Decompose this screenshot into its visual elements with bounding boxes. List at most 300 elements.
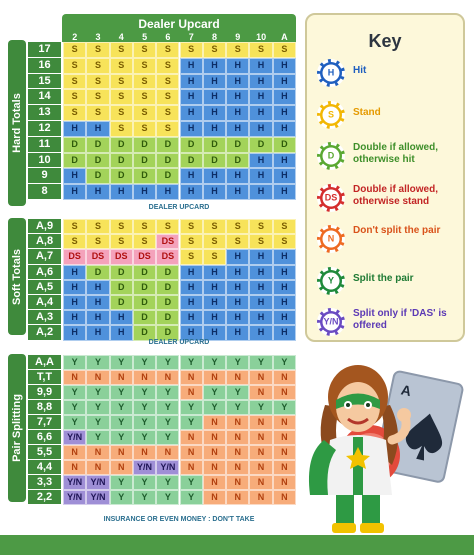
strategy-cell: D xyxy=(156,265,179,280)
strategy-cell: D xyxy=(156,325,179,340)
key-chip-symbol: Y/N xyxy=(323,314,340,331)
strategy-cell: Y/N xyxy=(86,475,109,490)
strategy-cell: H xyxy=(63,310,86,325)
strategy-cell: D xyxy=(110,265,133,280)
strategy-cell: Y/N xyxy=(63,490,86,505)
row-label: 9 xyxy=(28,168,61,183)
strategy-cell: H xyxy=(63,295,86,310)
strategy-cell: N xyxy=(203,370,226,385)
upcard-3: 3 xyxy=(95,32,101,42)
strategy-cell: S xyxy=(86,74,109,90)
strategy-cell: S xyxy=(133,89,156,105)
strategy-cell: Y xyxy=(133,475,156,490)
strategy-cell: D xyxy=(226,153,249,169)
strategy-cell: Y xyxy=(226,355,249,370)
strategy-cell: H xyxy=(110,325,133,340)
upcard-7: 7 xyxy=(188,32,194,42)
strategy-cell: Y/N xyxy=(63,430,86,445)
strategy-cell: S xyxy=(110,105,133,121)
strategy-cell: N xyxy=(180,460,203,475)
strategy-cell: H xyxy=(226,295,249,310)
strategy-cell: D xyxy=(156,137,179,153)
strategy-cell: H xyxy=(63,168,86,184)
strategy-cell: H xyxy=(273,280,296,295)
strategy-cell: N xyxy=(203,415,226,430)
strategy-cell: D xyxy=(110,295,133,310)
strategy-cell: S xyxy=(249,42,272,58)
strategy-cell: S xyxy=(86,219,109,234)
strategy-cell: S xyxy=(110,89,133,105)
strategy-cell: H xyxy=(226,105,249,121)
strategy-cell: D xyxy=(110,137,133,153)
strategy-cell: N xyxy=(249,385,272,400)
strategy-cell: Y/N xyxy=(156,460,179,475)
strategy-cell: S xyxy=(86,89,109,105)
key-label: Stand xyxy=(353,106,381,118)
strategy-cell: N xyxy=(273,430,296,445)
strategy-cell: N xyxy=(63,445,86,460)
strategy-cell: S xyxy=(156,121,179,137)
upcard-5: 5 xyxy=(142,32,148,42)
strategy-cell: S xyxy=(133,42,156,58)
upcard-6: 6 xyxy=(165,32,171,42)
strategy-cell: H xyxy=(203,325,226,340)
key-chip-symbol: H xyxy=(323,65,340,82)
strategy-cell: S xyxy=(86,105,109,121)
strategy-cell: S xyxy=(63,74,86,90)
strategy-cell: D xyxy=(86,265,109,280)
strategy-cell: N xyxy=(249,430,272,445)
strategy-cell: D xyxy=(156,153,179,169)
strategy-cell: H xyxy=(86,121,109,137)
strategy-cell: DS xyxy=(110,249,133,264)
strategy-cell: N xyxy=(86,370,109,385)
strategy-cell: DS xyxy=(86,249,109,264)
strategy-cell: Y xyxy=(156,430,179,445)
strategy-cell: H xyxy=(273,89,296,105)
strategy-cell: N xyxy=(273,475,296,490)
dealer-upcard-header xyxy=(62,14,296,42)
strategy-cell: S xyxy=(273,42,296,58)
strategy-cell: H xyxy=(180,295,203,310)
strategy-cell: N xyxy=(156,370,179,385)
strategy-cell: H xyxy=(180,310,203,325)
strategy-cell: Y xyxy=(86,415,109,430)
strategy-cell: N xyxy=(180,445,203,460)
strategy-cell: H xyxy=(226,265,249,280)
strategy-cell: Y xyxy=(86,400,109,415)
key-label: Don't split the pair xyxy=(353,225,441,236)
strategy-cell: H xyxy=(180,74,203,90)
row-label: 16 xyxy=(28,58,61,73)
row-label: 9,9 xyxy=(28,385,61,399)
strategy-cell: Y xyxy=(133,400,156,415)
strategy-cell: N xyxy=(249,490,272,505)
strategy-cell: S xyxy=(110,219,133,234)
key-chip-symbol: D xyxy=(323,148,340,165)
strategy-cell: H xyxy=(203,265,226,280)
strategy-cell: H xyxy=(203,105,226,121)
insurance-note: INSURANCE OR EVEN MONEY : DON'T TAKE xyxy=(103,516,255,523)
strategy-cell: Y xyxy=(156,415,179,430)
hard-dealer-caption: DEALER UPCARD xyxy=(148,204,210,211)
strategy-cell: S xyxy=(110,58,133,74)
strategy-cell: DS xyxy=(156,234,179,249)
strategy-cell: D xyxy=(180,137,203,153)
strategy-cell: H xyxy=(226,89,249,105)
strategy-cell: S xyxy=(110,42,133,58)
strategy-cell: D xyxy=(156,168,179,184)
strategy-cell: H xyxy=(203,168,226,184)
strategy-cell: D xyxy=(249,137,272,153)
strategy-cell: Y xyxy=(133,490,156,505)
strategy-cell: H xyxy=(249,58,272,74)
strategy-cell: H xyxy=(226,58,249,74)
strategy-cell: S xyxy=(63,105,86,121)
strategy-cell: Y xyxy=(110,475,133,490)
strategy-cell: Y xyxy=(273,355,296,370)
row-label: A,9 xyxy=(28,219,61,233)
key-chip-yn-icon xyxy=(317,308,345,336)
row-label: 6,6 xyxy=(28,430,61,444)
strategy-cell: Y xyxy=(180,490,203,505)
strategy-cell: Y xyxy=(180,475,203,490)
row-label: A,A xyxy=(28,355,61,369)
strategy-cell: H xyxy=(180,168,203,184)
strategy-cell: N xyxy=(226,430,249,445)
row-label: 5,5 xyxy=(28,445,61,459)
strategy-cell: Y xyxy=(110,400,133,415)
strategy-cell: S xyxy=(156,58,179,74)
upcard-4: 4 xyxy=(118,32,124,42)
strategy-cell: H xyxy=(273,153,296,169)
strategy-cell: Y xyxy=(86,355,109,370)
row-label: 15 xyxy=(28,74,61,89)
strategy-cell: N xyxy=(86,460,109,475)
strategy-cell: S xyxy=(110,234,133,249)
strategy-cell: S xyxy=(156,42,179,58)
strategy-cell: N xyxy=(226,475,249,490)
row-label: A,8 xyxy=(28,234,61,248)
strategy-cell: S xyxy=(180,42,203,58)
strategy-cell: DS xyxy=(156,249,179,264)
key-label: Double if allowed, otherwise hit xyxy=(353,142,439,165)
strategy-cell: D xyxy=(203,153,226,169)
strategy-cell: S xyxy=(203,219,226,234)
strategy-cell: H xyxy=(156,184,179,200)
strategy-cell: S xyxy=(133,121,156,137)
row-label: A,2 xyxy=(28,325,61,339)
strategy-cell: Y xyxy=(156,355,179,370)
strategy-cell: N xyxy=(133,370,156,385)
key-chip-ds-icon xyxy=(317,184,345,212)
strategy-cell: N xyxy=(249,475,272,490)
strategy-cell: H xyxy=(86,295,109,310)
strategy-cell: N xyxy=(203,475,226,490)
strategy-cell: N xyxy=(273,460,296,475)
strategy-cell: D xyxy=(203,137,226,153)
strategy-cell: H xyxy=(226,280,249,295)
strategy-cell: D xyxy=(226,137,249,153)
strategy-cell: Y xyxy=(63,400,86,415)
key-chip-symbol: S xyxy=(323,106,340,123)
strategy-cell: Y xyxy=(63,385,86,400)
strategy-cell: H xyxy=(63,265,86,280)
strategy-cell: N xyxy=(273,415,296,430)
strategy-cell: S xyxy=(63,58,86,74)
strategy-cell: H xyxy=(180,184,203,200)
strategy-cell: Y xyxy=(133,430,156,445)
strategy-cell: D xyxy=(156,295,179,310)
strategy-cell: Y xyxy=(110,355,133,370)
row-label: 12 xyxy=(28,121,61,136)
strategy-cell: Y xyxy=(226,400,249,415)
strategy-cell: H xyxy=(273,74,296,90)
strategy-cell: N xyxy=(110,460,133,475)
strategy-cell: H xyxy=(203,184,226,200)
strategy-cell: H xyxy=(86,280,109,295)
strategy-cell: D xyxy=(273,137,296,153)
strategy-cell: H xyxy=(63,184,86,200)
strategy-cell: H xyxy=(180,265,203,280)
strategy-cell: H xyxy=(249,168,272,184)
row-label: A,5 xyxy=(28,280,61,294)
strategy-cell: S xyxy=(203,42,226,58)
strategy-cell: S xyxy=(63,234,86,249)
strategy-cell: N xyxy=(203,460,226,475)
strategy-cell: N xyxy=(249,370,272,385)
key-chip-y-icon xyxy=(317,267,345,295)
strategy-cell: H xyxy=(203,74,226,90)
strategy-cell: H xyxy=(249,105,272,121)
strategy-cell: D xyxy=(133,310,156,325)
strategy-cell: Y xyxy=(203,385,226,400)
strategy-cell: N xyxy=(226,370,249,385)
strategy-cell: H xyxy=(249,121,272,137)
strategy-cell: H xyxy=(273,295,296,310)
strategy-cell: S xyxy=(86,58,109,74)
upcard-9: 9 xyxy=(235,32,241,42)
strategy-cell: H xyxy=(86,184,109,200)
strategy-cell: H xyxy=(249,295,272,310)
strategy-cell: H xyxy=(180,89,203,105)
strategy-cell: N xyxy=(180,385,203,400)
strategy-cell: S xyxy=(156,89,179,105)
strategy-cell: D xyxy=(110,280,133,295)
strategy-cell: H xyxy=(180,325,203,340)
strategy-cell: Y xyxy=(203,400,226,415)
strategy-cell: H xyxy=(203,280,226,295)
strategy-cell: D xyxy=(86,153,109,169)
key-label: Split the pair xyxy=(353,272,414,284)
strategy-cell: N xyxy=(63,370,86,385)
strategy-cell: D xyxy=(63,137,86,153)
strategy-cell: H xyxy=(226,168,249,184)
row-label: 14 xyxy=(28,89,61,104)
strategy-cell: H xyxy=(249,74,272,90)
strategy-cell: S xyxy=(133,105,156,121)
strategy-cell: N xyxy=(110,445,133,460)
strategy-cell: H xyxy=(273,105,296,121)
strategy-cell: S xyxy=(133,58,156,74)
strategy-cell: Y xyxy=(156,475,179,490)
soft-dealer-caption: DEALER UPCARD xyxy=(148,339,210,346)
strategy-cell: H xyxy=(273,265,296,280)
strategy-cell: Y xyxy=(273,400,296,415)
strategy-cell: N xyxy=(249,445,272,460)
strategy-cell: H xyxy=(249,310,272,325)
row-label: 10 xyxy=(28,153,61,168)
strategy-cell: D xyxy=(63,153,86,169)
key-chip-s-icon xyxy=(317,101,345,129)
row-label: 8 xyxy=(28,184,61,199)
upcard-A: A xyxy=(281,32,288,42)
strategy-cell: N xyxy=(180,370,203,385)
strategy-cell: N xyxy=(226,490,249,505)
strategy-cell: S xyxy=(249,219,272,234)
strategy-cell: D xyxy=(133,137,156,153)
strategy-cell: H xyxy=(63,280,86,295)
strategy-cell: H xyxy=(273,249,296,264)
strategy-cell: N xyxy=(203,490,226,505)
dealer-upcard-title: Dealer Upcard xyxy=(138,17,220,31)
strategy-cell: D xyxy=(156,310,179,325)
key-chip-symbol: Y xyxy=(323,272,340,289)
strategy-cell: H xyxy=(249,265,272,280)
key-chip-h-icon xyxy=(317,59,345,87)
strategy-cell: D xyxy=(133,153,156,169)
strategy-cell: S xyxy=(156,219,179,234)
card-rank: A xyxy=(399,381,413,400)
strategy-cell: S xyxy=(226,234,249,249)
strategy-cell: D xyxy=(133,265,156,280)
pair-splitting-section-label: Pair Splitting xyxy=(8,354,26,502)
strategy-cell: S xyxy=(156,74,179,90)
strategy-cell: H xyxy=(249,325,272,340)
strategy-cell: H xyxy=(180,105,203,121)
strategy-cell: Y xyxy=(226,385,249,400)
key-chip-symbol: DS xyxy=(323,189,340,206)
strategy-cell: D xyxy=(133,325,156,340)
strategy-cell: H xyxy=(203,310,226,325)
upcard-10: 10 xyxy=(256,32,267,42)
strategy-cell: H xyxy=(180,280,203,295)
strategy-cell: Y xyxy=(133,385,156,400)
row-label: 11 xyxy=(28,137,61,152)
key-chip-d-icon xyxy=(317,142,345,170)
strategy-cell: H xyxy=(226,184,249,200)
strategy-cell: S xyxy=(273,234,296,249)
hard-totals-section-label: Hard Totals xyxy=(8,40,26,206)
row-label: 13 xyxy=(28,105,61,120)
strategy-cell: H xyxy=(180,121,203,137)
strategy-cell: H xyxy=(180,58,203,74)
strategy-cell: H xyxy=(226,310,249,325)
strategy-cell: Y xyxy=(63,415,86,430)
strategy-cell: H xyxy=(110,310,133,325)
strategy-cell: S xyxy=(249,234,272,249)
mascot-illustration xyxy=(300,345,470,535)
strategy-cell: Y xyxy=(180,400,203,415)
strategy-cell: H xyxy=(249,249,272,264)
strategy-cell: H xyxy=(273,121,296,137)
strategy-cell: D xyxy=(133,280,156,295)
strategy-cell: H xyxy=(273,168,296,184)
strategy-cell: S xyxy=(180,219,203,234)
row-label: A,7 xyxy=(28,249,61,263)
strategy-cell: Y xyxy=(110,430,133,445)
strategy-cell: H xyxy=(63,325,86,340)
row-label: 2,2 xyxy=(28,490,61,504)
strategy-cell: Y xyxy=(180,415,203,430)
key-title: Key xyxy=(368,31,402,51)
strategy-cell: N xyxy=(273,445,296,460)
row-label: A,4 xyxy=(28,295,61,309)
strategy-cell: D xyxy=(110,168,133,184)
strategy-cell: D xyxy=(86,137,109,153)
strategy-cell: D xyxy=(180,153,203,169)
strategy-cell: S xyxy=(63,89,86,105)
strategy-cell: S xyxy=(156,105,179,121)
key-chip-n-icon xyxy=(317,225,345,253)
strategy-cell: Y/N xyxy=(63,475,86,490)
strategy-cell: D xyxy=(110,153,133,169)
strategy-cell: S xyxy=(203,234,226,249)
row-label: 3,3 xyxy=(28,475,61,489)
strategy-cell: N xyxy=(110,370,133,385)
strategy-cell: S xyxy=(110,74,133,90)
upcard-2: 2 xyxy=(72,32,78,42)
strategy-cell: S xyxy=(63,42,86,58)
strategy-cell: H xyxy=(249,280,272,295)
row-label: 4,4 xyxy=(28,460,61,474)
soft-totals-section-label: Soft Totals xyxy=(8,218,26,335)
strategy-cell: N xyxy=(203,430,226,445)
strategy-cell: N xyxy=(180,430,203,445)
strategy-cell: N xyxy=(63,460,86,475)
strategy-cell: H xyxy=(203,89,226,105)
row-label: A,3 xyxy=(28,310,61,324)
strategy-cell: Y xyxy=(110,415,133,430)
row-label: 17 xyxy=(28,42,61,57)
strategy-cell: Y xyxy=(133,415,156,430)
strategy-cell: H xyxy=(203,121,226,137)
upcard-8: 8 xyxy=(211,32,217,42)
strategy-cell: S xyxy=(273,219,296,234)
strategy-cell: N xyxy=(249,460,272,475)
strategy-cell: S xyxy=(180,234,203,249)
strategy-cell: Y xyxy=(86,385,109,400)
strategy-cell: DS xyxy=(63,249,86,264)
footer-bar xyxy=(0,535,474,555)
key-label: Split only if 'DAS' is offered xyxy=(353,308,447,331)
strategy-cell: Y xyxy=(110,490,133,505)
strategy-cell: D xyxy=(133,168,156,184)
strategy-cell: N xyxy=(226,460,249,475)
strategy-cell: S xyxy=(86,234,109,249)
strategy-cell: H xyxy=(249,153,272,169)
strategy-cell: S xyxy=(226,219,249,234)
strategy-cell: N xyxy=(86,445,109,460)
strategy-cell: H xyxy=(249,89,272,105)
strategy-cell: N xyxy=(203,445,226,460)
strategy-cell: S xyxy=(180,249,203,264)
strategy-cell: H xyxy=(203,295,226,310)
strategy-cell: N xyxy=(133,445,156,460)
strategy-cell: H xyxy=(226,249,249,264)
strategy-cell: Y/N xyxy=(86,490,109,505)
strategy-cell: S xyxy=(226,42,249,58)
